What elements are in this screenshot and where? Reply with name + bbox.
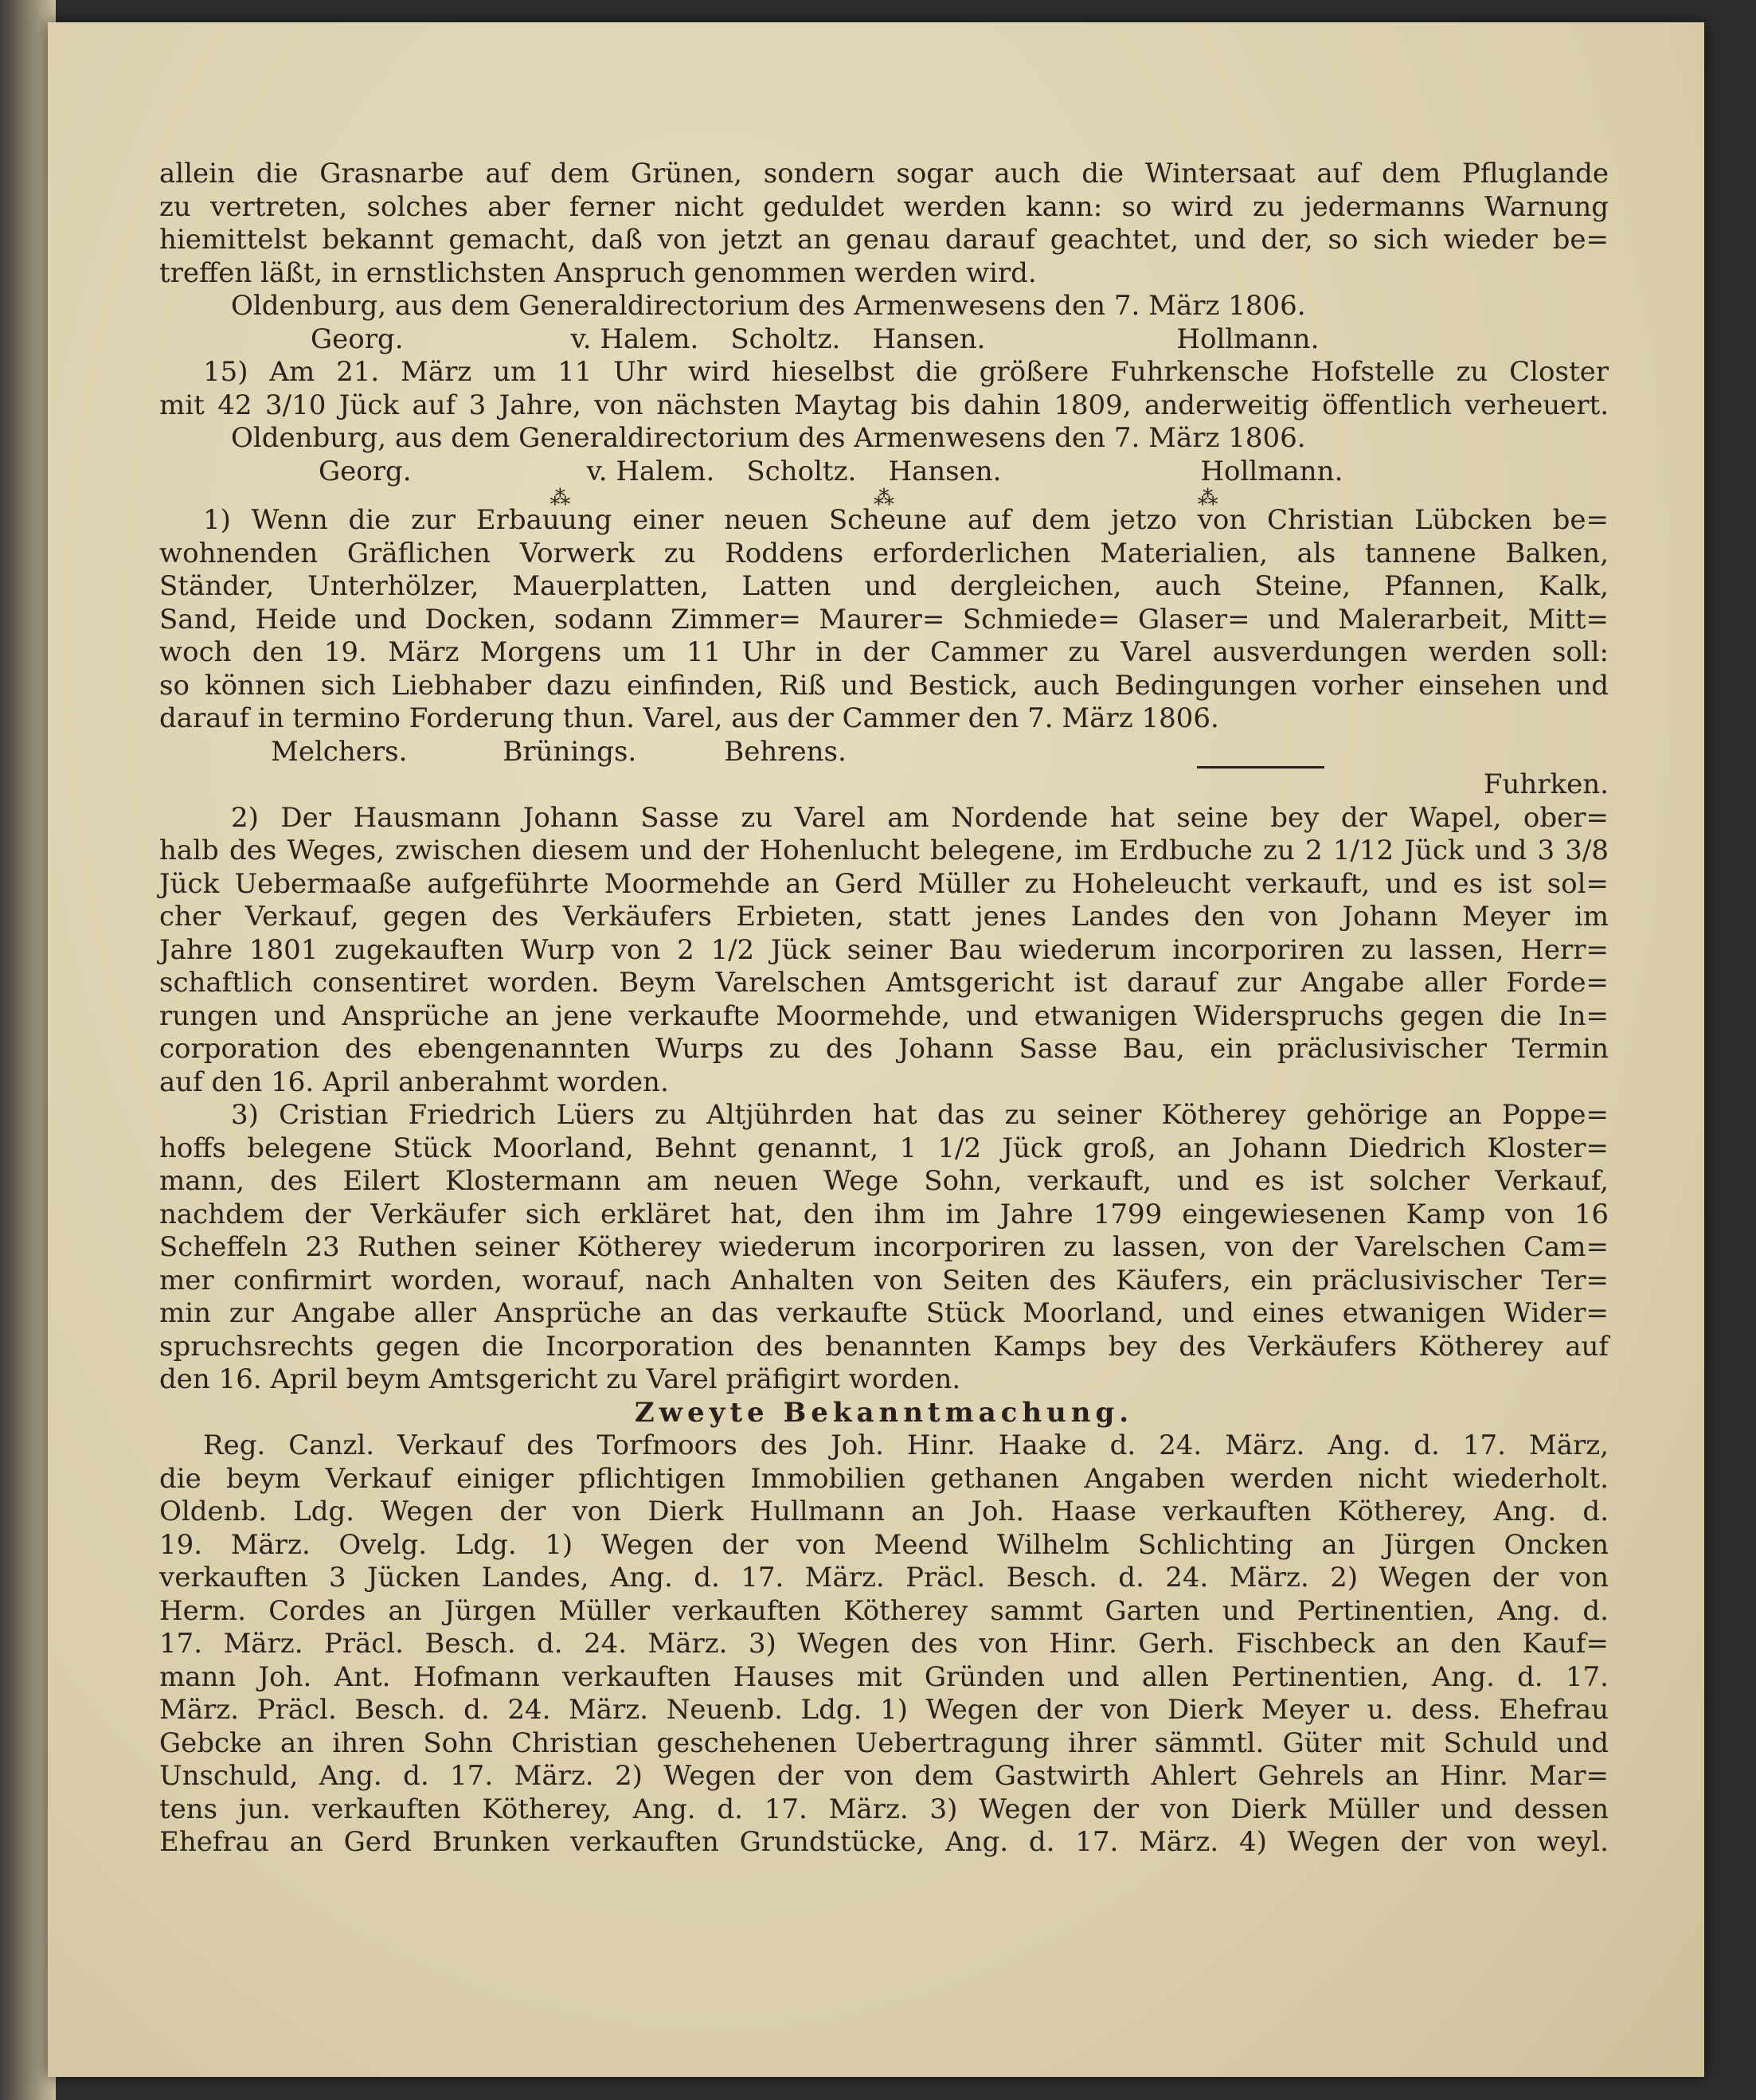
text-line: allein die Grasnarbe auf dem Grünen, sondern sogar auch die Wintersaat auf dem Pfluglande bbox=[159, 158, 1609, 190]
text-line: hiemittelst bekannt gemacht, daß von jetzt an genau darauf geachtet, und der, so sich wieder be= bbox=[159, 224, 1609, 256]
signature: Melchers. bbox=[271, 735, 408, 768]
signature: Brünings. bbox=[503, 735, 637, 768]
text-line: den 16. April beym Amtsgericht zu Varel präfigirt worden. bbox=[159, 1363, 961, 1395]
text-line: 15) Am 21. März um 11 Uhr wird hieselbst die größere Fuhrkensche Hofstelle zu Closter bbox=[203, 356, 1609, 388]
notice-block-2 bbox=[159, 356, 1609, 488]
text-line: spruchsrechts gegen die Incorporation des benannten Kamps bey des Verkäufers Kötherey auf bbox=[159, 1330, 1609, 1363]
signature-row bbox=[159, 736, 1609, 769]
notice-block-1 bbox=[159, 158, 1609, 356]
asterism: ⁂ bbox=[1197, 487, 1218, 510]
place-date: Oldenburg, aus dem Generaldirectorium des Armenwesens den 7. März 1806. bbox=[231, 290, 1306, 322]
signature: v. Halem. bbox=[586, 455, 715, 487]
signature: Georg. bbox=[319, 455, 412, 487]
text-line: darauf in termino Forderung thun. Varel, aus der Cammer den 7. März 1806. bbox=[159, 702, 1219, 734]
notice-block-4 bbox=[159, 802, 1609, 1100]
signature-row bbox=[159, 323, 1609, 357]
text-line: Jahre 1801 zugekauften Wurp von 2 1/2 Jück seiner Bau wiederum incorporiren zu lassen, Herr= bbox=[159, 933, 1609, 966]
signature: Behrens. bbox=[724, 735, 847, 768]
text-line: schaftlich consentiret worden. Beym Varelschen Amtsgericht ist darauf zur Angabe aller Forde= bbox=[159, 967, 1609, 999]
text-line: Gebcke an ihren Sohn Christian geschehenen Uebertragung ihrer sämmtl. Güter mit Schuld und bbox=[159, 1727, 1609, 1759]
text-line: 3) Cristian Friedrich Lüers zu Altjührden hat das zu seiner Kötherey gehörige an Poppe= bbox=[231, 1099, 1609, 1131]
text-line: Reg. Canzl. Verkauf des Torfmoors des Joh. Hinr. Haake d. 24. März. Ang. d. 17. März, bbox=[203, 1429, 1609, 1461]
signature: Hansen. bbox=[872, 323, 986, 355]
text-line: 17. März. Präcl. Besch. d. 24. März. 3) Wegen des von Hinr. Gerh. Fischbeck an den Kauf= bbox=[159, 1628, 1609, 1660]
text-line: März. Präcl. Besch. d. 24. März. Neuenb. Ldg. 1) Wegen der von Dierk Meyer u. dess. Ehefrau bbox=[159, 1694, 1609, 1726]
signature: Hollmann. bbox=[1200, 455, 1343, 487]
notice-block-5 bbox=[159, 1099, 1609, 1397]
text-line: rungen und Ansprüche an jene verkaufte Moormehde, und etwanigen Widerspruchs gegen die In= bbox=[159, 999, 1609, 1032]
document-page bbox=[48, 22, 1704, 2077]
asterism: ⁂ bbox=[873, 487, 894, 510]
text-line: verkauften 3 Jücken Landes, Ang. d. 17. März. Präcl. Besch. d. 24. März. 2) Wegen der von bbox=[159, 1562, 1609, 1594]
page-content bbox=[159, 158, 1609, 1859]
signature: Hollmann. bbox=[1176, 323, 1320, 355]
text-line: min zur Angabe aller Ansprüche an das verkaufte Stück Moorland, und eines etwanigen Wider= bbox=[159, 1297, 1609, 1329]
text-line: Unschuld, Ang. d. 17. März. 2) Wegen der von dem Gastwirth Ahlert Gehrels an Hinr. Mar= bbox=[159, 1760, 1609, 1792]
text-line: tens jun. verkauften Kötherey, Ang. d. 17. März. 3) Wegen der von Dierk Müller und dessen bbox=[159, 1793, 1609, 1825]
text-line: mann Joh. Ant. Hofmann verkauften Hauses mit Gründen und allen Pertinentien, Ang. d. 17. bbox=[159, 1660, 1609, 1693]
text-line: die beym Verkauf einiger pflichtigen Immobilien gethanen Angaben werden nicht wiederholt. bbox=[159, 1462, 1609, 1495]
text-line: so können sich Liebhaber dazu einfinden, Riß und Bestick, auch Bedingungen vorher einsehen und bbox=[159, 669, 1609, 702]
signature-row bbox=[159, 456, 1609, 489]
notice-block-3 bbox=[159, 504, 1609, 802]
text-line: mer confirmirt worden, worauf, nach Anhalten von Seiten des Käufers, ein präclusivischer Ter= bbox=[159, 1264, 1609, 1296]
signature: Scholtz. bbox=[730, 323, 841, 355]
text-line: auf den 16. April anberahmt worden. bbox=[159, 1066, 669, 1098]
text-line: mann, des Eilert Klostermann am neuen Wege Sohn, verkauft, und es ist solcher Verkauf, bbox=[159, 1165, 1609, 1197]
signature: Hansen. bbox=[888, 455, 1002, 487]
closing-signature: Fuhrken. bbox=[1483, 768, 1609, 800]
text-line: Herm. Cordes an Jürgen Müller verkauften Kötherey sammt Garten und Pertinentien, Ang. d. bbox=[159, 1594, 1609, 1627]
signature: Scholtz. bbox=[746, 455, 857, 487]
text-line: treffen läßt, in ernstlichsten Anspruch genommen werden wird. bbox=[159, 256, 1037, 289]
text-line: mit 42 3/10 Jück auf 3 Jahre, von nächsten Maytag bis dahin 1809, anderweitig öffentlich verheuert. bbox=[159, 389, 1609, 421]
text-line: nachdem der Verkäufer sich erkläret hat, den ihm im Jahre 1799 eingewiesenen Kamp von 16 bbox=[159, 1198, 1609, 1230]
asterism-row bbox=[159, 487, 1609, 510]
text-line: Scheffeln 23 Ruthen seiner Kötherey wiederum incorporiren zu lassen, von der Varelschen Cam= bbox=[159, 1231, 1609, 1263]
text-line: halb des Weges, zwischen diesem und der Hohenlucht belegene, im Erdbuche zu 2 1/12 Jück und 3 3/8 bbox=[159, 835, 1609, 866]
text-line: Sand, Heide und Docken, sodann Zimmer= Maurer= Schmiede= Glaser= und Malerarbeit, Mitt= bbox=[159, 603, 1609, 635]
text-line: Ehefrau an Gerd Brunken verkauften Grundstücke, Ang. d. 17. März. 4) Wegen der von weyl. bbox=[159, 1826, 1609, 1858]
place-date: Oldenburg, aus dem Generaldirectorium des Armenwesens den 7. März 1806. bbox=[231, 422, 1306, 454]
text-line: woch den 19. März Morgens um 11 Uhr in der Cammer zu Varel ausverdungen werden soll: bbox=[159, 636, 1609, 668]
text-line: Ständer, Unterhölzer, Mauerplatten, Latten und dergleichen, auch Steine, Pfannen, Kalk, bbox=[159, 570, 1609, 602]
text-line: hoffs belegene Stück Moorland, Behnt genannt, 1 1/2 Jück groß, an Johann Diedrich Kloster= bbox=[159, 1132, 1609, 1164]
text-line: 19. März. Ovelg. Ldg. 1) Wegen der von Meend Wilhelm Schlichting an Jürgen Oncken bbox=[159, 1528, 1609, 1561]
text-line: corporation des ebengenannten Wurps zu des Johann Sasse Bau, ein präclusivischer Termin bbox=[159, 1033, 1609, 1065]
notice-block-6 bbox=[159, 1429, 1609, 1859]
text-line: wohnenden Gräflichen Vorwerk zu Roddens erforderlichen Materialien, als tannene Balken, bbox=[159, 537, 1609, 569]
text-line: cher Verkauf, gegen des Verkäufers Erbieten, statt jenes Landes den von Johann Meyer im bbox=[159, 901, 1609, 933]
section-heading: Zweyte Bekanntmachung. bbox=[634, 1396, 1134, 1429]
signature: v. Halem. bbox=[570, 323, 699, 355]
text-line: 2) Der Hausmann Johann Sasse zu Varel am Nordende hat seine bey der Wapel, ober= bbox=[231, 801, 1609, 834]
signature: Georg. bbox=[311, 323, 404, 355]
text-line: Jück Uebermaaße aufgeführte Moormehde an Gerd Müller zu Hoheleucht verkauft, und es ist sol= bbox=[159, 867, 1609, 900]
text-line: zu vertreten, solches aber ferner nicht geduldet werden kann: so wird zu jedermanns Warnung bbox=[159, 190, 1609, 223]
divider-rule bbox=[1197, 736, 1324, 769]
text-line: 1) Wenn die zur Erbauung einer neuen Scheune auf dem jetzo von Christian Lübcken be= bbox=[203, 504, 1609, 536]
asterism: ⁂ bbox=[549, 487, 571, 510]
text-line: Oldenb. Ldg. Wegen der von Dierk Hullmann an Joh. Haase verkauften Kötherey, Ang. d. bbox=[159, 1496, 1609, 1527]
